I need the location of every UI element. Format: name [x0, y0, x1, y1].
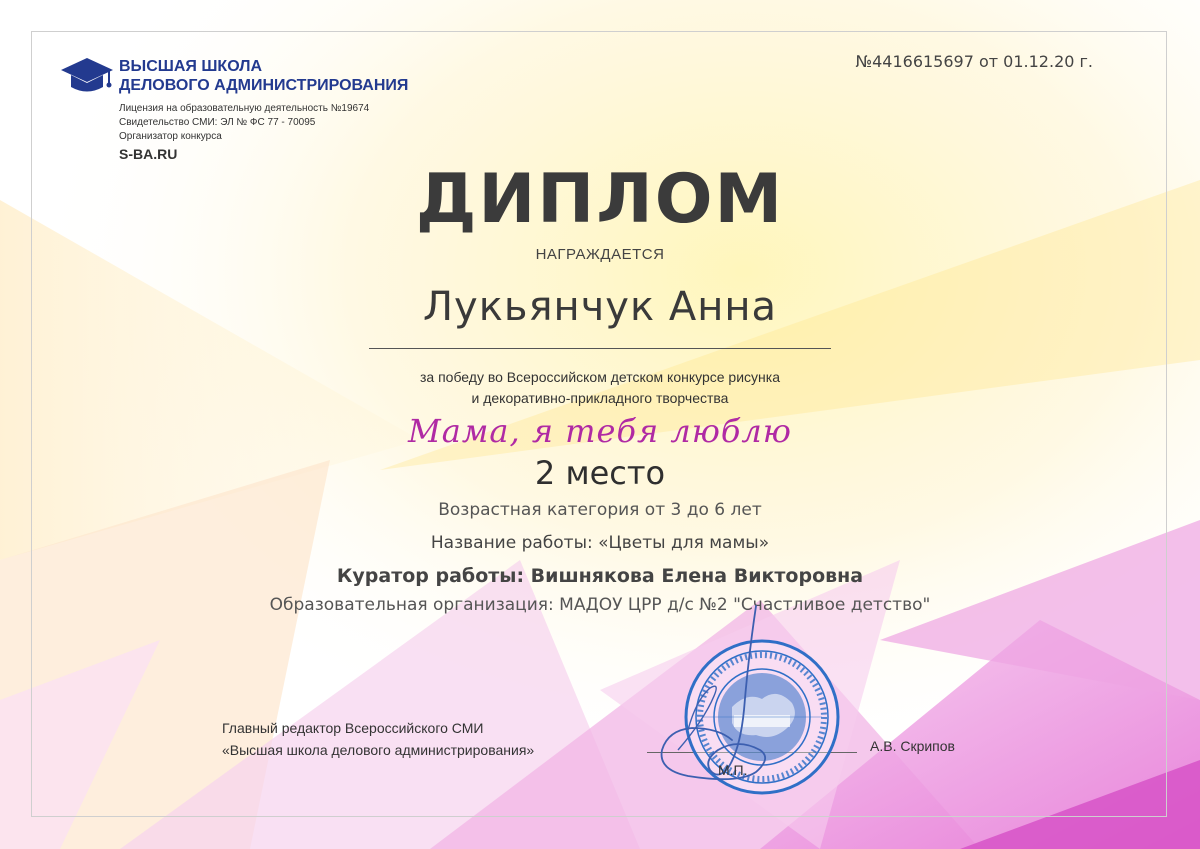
award-reason — [0, 367, 1200, 409]
editor-caption-line2: «Высшая школа делового администрирования» — [222, 742, 535, 758]
name-underline — [369, 348, 831, 349]
diploma-title: ДИПЛОМ — [415, 160, 785, 239]
editor-caption-line1: Главный редактор Всероссийского СМИ — [222, 720, 484, 736]
editor-caption — [222, 717, 534, 761]
contest-name: Мама, я тебя люблю — [408, 412, 792, 450]
organization-name-line1: ВЫСШАЯ ШКОЛА — [119, 58, 263, 75]
organizer-label: Организатор конкурса — [119, 131, 222, 142]
age-category: Возрастная категория от 3 до 6 лет — [438, 500, 762, 520]
signer-name: А.В. Скрипов — [870, 738, 955, 754]
award-reason-line1: за победу во Всероссийском детском конкурсе рисунка — [419, 369, 780, 385]
media-certificate-text: Свидетельство СМИ: ЭЛ № ФС 77 - 70095 — [119, 117, 316, 128]
place-text: 2 место — [534, 454, 666, 492]
work-title: Название работы: «Цветы для мамы» — [430, 533, 770, 553]
awarded-label: НАГРАЖДАЕТСЯ — [535, 246, 665, 263]
seal-mark-text: М.П. — [718, 762, 748, 778]
curator-text: Куратор работы: Вишнякова Елена Викторовна — [336, 565, 864, 587]
document-number: №4416615697 от 01.12.20 г. — [855, 52, 1093, 71]
school-text: Образовательная организация: МАДОУ ЦРР д/с №2 "Счастливое детство" — [269, 595, 931, 615]
recipient-name: Лукьянчук Анна — [422, 284, 778, 330]
award-reason-line2: и декоративно-прикладного творчества — [471, 390, 729, 406]
license-text: Лицензия на образовательную деятельность №19674 — [119, 103, 370, 114]
graduation-cap-icon — [60, 56, 114, 96]
organization-name-line2: ДЕЛОВОГО АДМИНИСТРИРОВАНИЯ — [119, 77, 409, 94]
site-text: S-BA.RU — [119, 146, 178, 162]
organization-name — [119, 57, 439, 95]
